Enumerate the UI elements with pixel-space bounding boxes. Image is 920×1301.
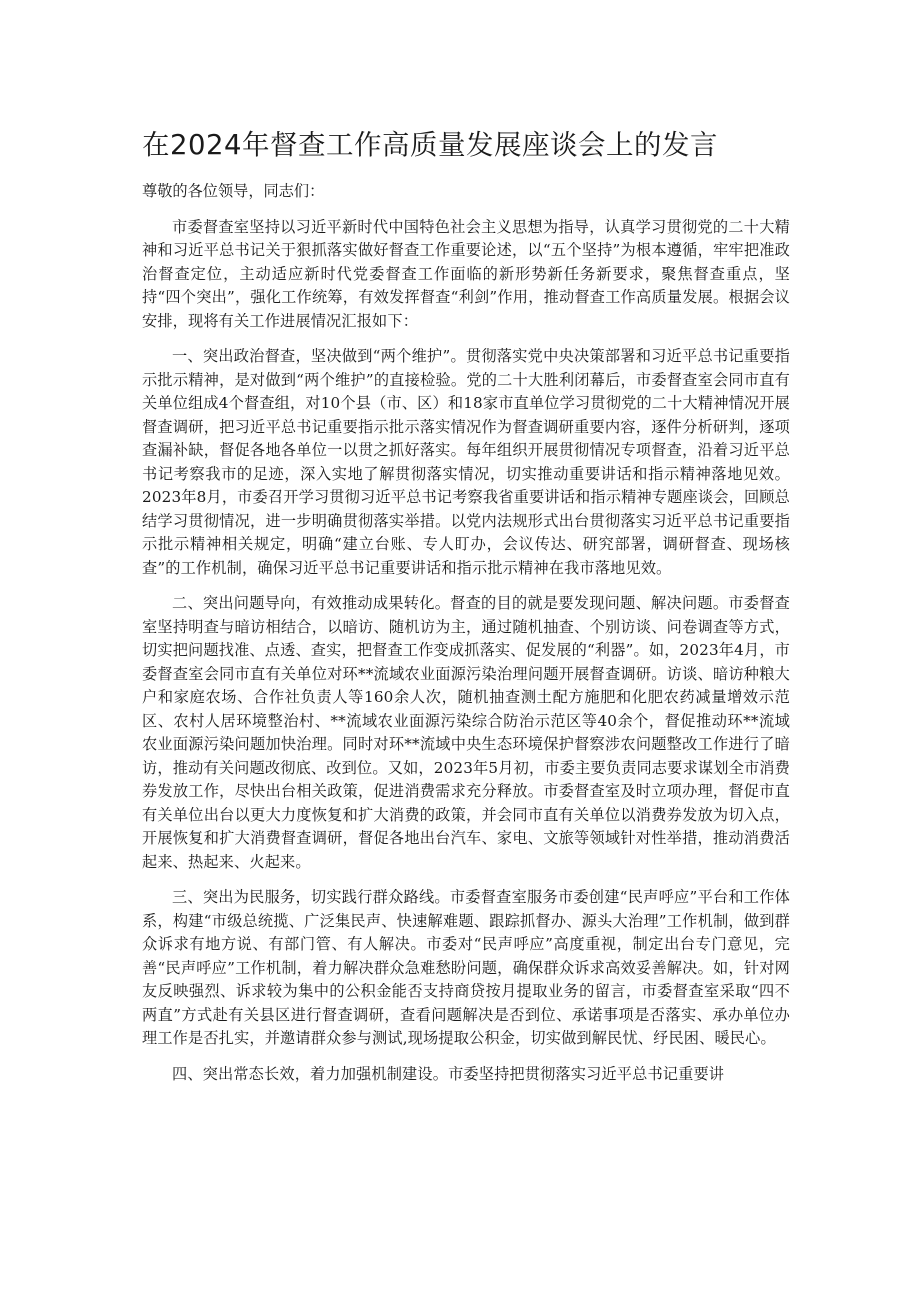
paragraph-mechanism-building: 四、突出常态长效，着力加强机制建设。市委坚持把贯彻落实习近平总书记重要讲	[172, 1064, 725, 1083]
salutation: 尊敬的各位领导，同志们：	[142, 182, 325, 200]
paragraph-political-supervision: 一、突出政治督查，坚决做到“两个维护”。贯彻落实党中央决策部署和习近平总书记重要指示批示精神，是对做到“两个维护”的直接检验。党的二十大胜利闭幕后，市委督查室会同市直有关单位组成4个督查组，对10个县（市、区）和18家市直单位学习贯彻党的二十大精神情况开展督查调研，把习近平总书记重要指示批示落实情况作为督查调研重要内容，逐件分析研判，逐项查漏补缺，督促各地各单位一以贯之抓好落实。每年组织开展贯彻情况专项督查，沿着习近平总书记考察我市的足迹，深入实地了解贯彻落实情况，切实推动重要讲话和指示精神落地见效。2023年8月，市委召开学习贯彻习近平总书记考察我省重要讲话和指示精神专题座谈会，回顾总结学习贯彻情况，进一步明确贯彻落实举措。以党内法规形式出台贯彻落实习近平总书记重要指示批示精神相关规定，明确“建立台账、专人盯办，会议传达、研究部署，调研督查、现场核查”的工作机制，确保习近平总书记重要讲话和指示批示精神在我市落地见效。	[142, 347, 790, 577]
paragraph-problem-orientation: 二、突出问题导向，有效推动成果转化。督查的目的就是要发现问题、解决问题。市委督查室坚持明查与暗访相结合，以暗访、随机访为主，通过随机抽查、个别访谈、问卷调查等方式，切实把问题找准、点透、查实，把督查工作变成抓落实、促发展的“利器”。如，2023年4月，市委督查室会同市直有关单位对环**流域农业面源污染治理问题开展督查调研。访谈、暗访种粮大户和家庭农场、合作社负责人等160余人次，随机抽查测土配方施肥和化肥农药减量增效示范区、农村人居环境整治村、**流域农业面源污染综合防治示范区等40余个，督促推动环**流域农业面源污染问题加快治理。同时对环**流域中央生态环境保护督察涉农问题整改工作进行了暗访，推动有关问题改彻底、改到位。又如，2023年5月初，市委主要负责同志要求谋划全市消费券发放工作，尽快出台相关政策，促进消费需求充分释放。市委督查室及时立项办理，督促市直有关单位出台以更大力度恢复和扩大消费的政策，并会同市直有关单位以消费券发放为切入点，开展恢复和扩大消费督查调研，督促各地出台汽车、家电、文旅等领域针对性举措，推动消费活起来、热起来、火起来。	[142, 594, 790, 871]
paragraph-intro: 市委督查室坚持以习近平新时代中国特色社会主义思想为指导，认真学习贯彻党的二十大精神和习近平总书记关于狠抓落实做好督查工作重要论述，以“五个坚持”为根本遵循，牢牢把准政治督查定位，主动适应新时代党委督查工作面临的新形势新任务新要求，聚焦督查重点，坚持“四个突出”，强化工作统筹，有效发挥督查“利剑”作用，推动督查工作高质量发展。根据会议安排，现将有关工作进展情况汇报如下：	[142, 217, 790, 330]
paragraph-serving-people: 三、突出为民服务，切实践行群众路线。市委督查室服务市委创建“民声呼应”平台和工作体系，构建“市级总统揽、广泛集民声、快速解难题、跟踪抓督办、源头大治理”工作机制，做到群众诉求有地方说、有部门管、有人解决。市委对“民声呼应”高度重视，制定出台专门意见，完善“民声呼应”工作机制，着力解决群众急难愁盼问题，确保群众诉求高效妥善解决。如，针对网友反映强烈、诉求较为集中的公积金能否支持商贷按月提取业务的留言，市委督查室采取“四不两直”方式赴有关县区进行督查调研，查看问题解决是否到位、承诺事项是否落实、承办单位办理工作是否扎实，并邀请群众参与测试,现场提取公积金，切实做到解民忧、纾民困、暖民心。	[142, 888, 790, 1047]
document-page	[142, 126, 790, 1098]
document-title: 在2024年督查工作高质量发展座谈会上的发言	[142, 129, 718, 161]
